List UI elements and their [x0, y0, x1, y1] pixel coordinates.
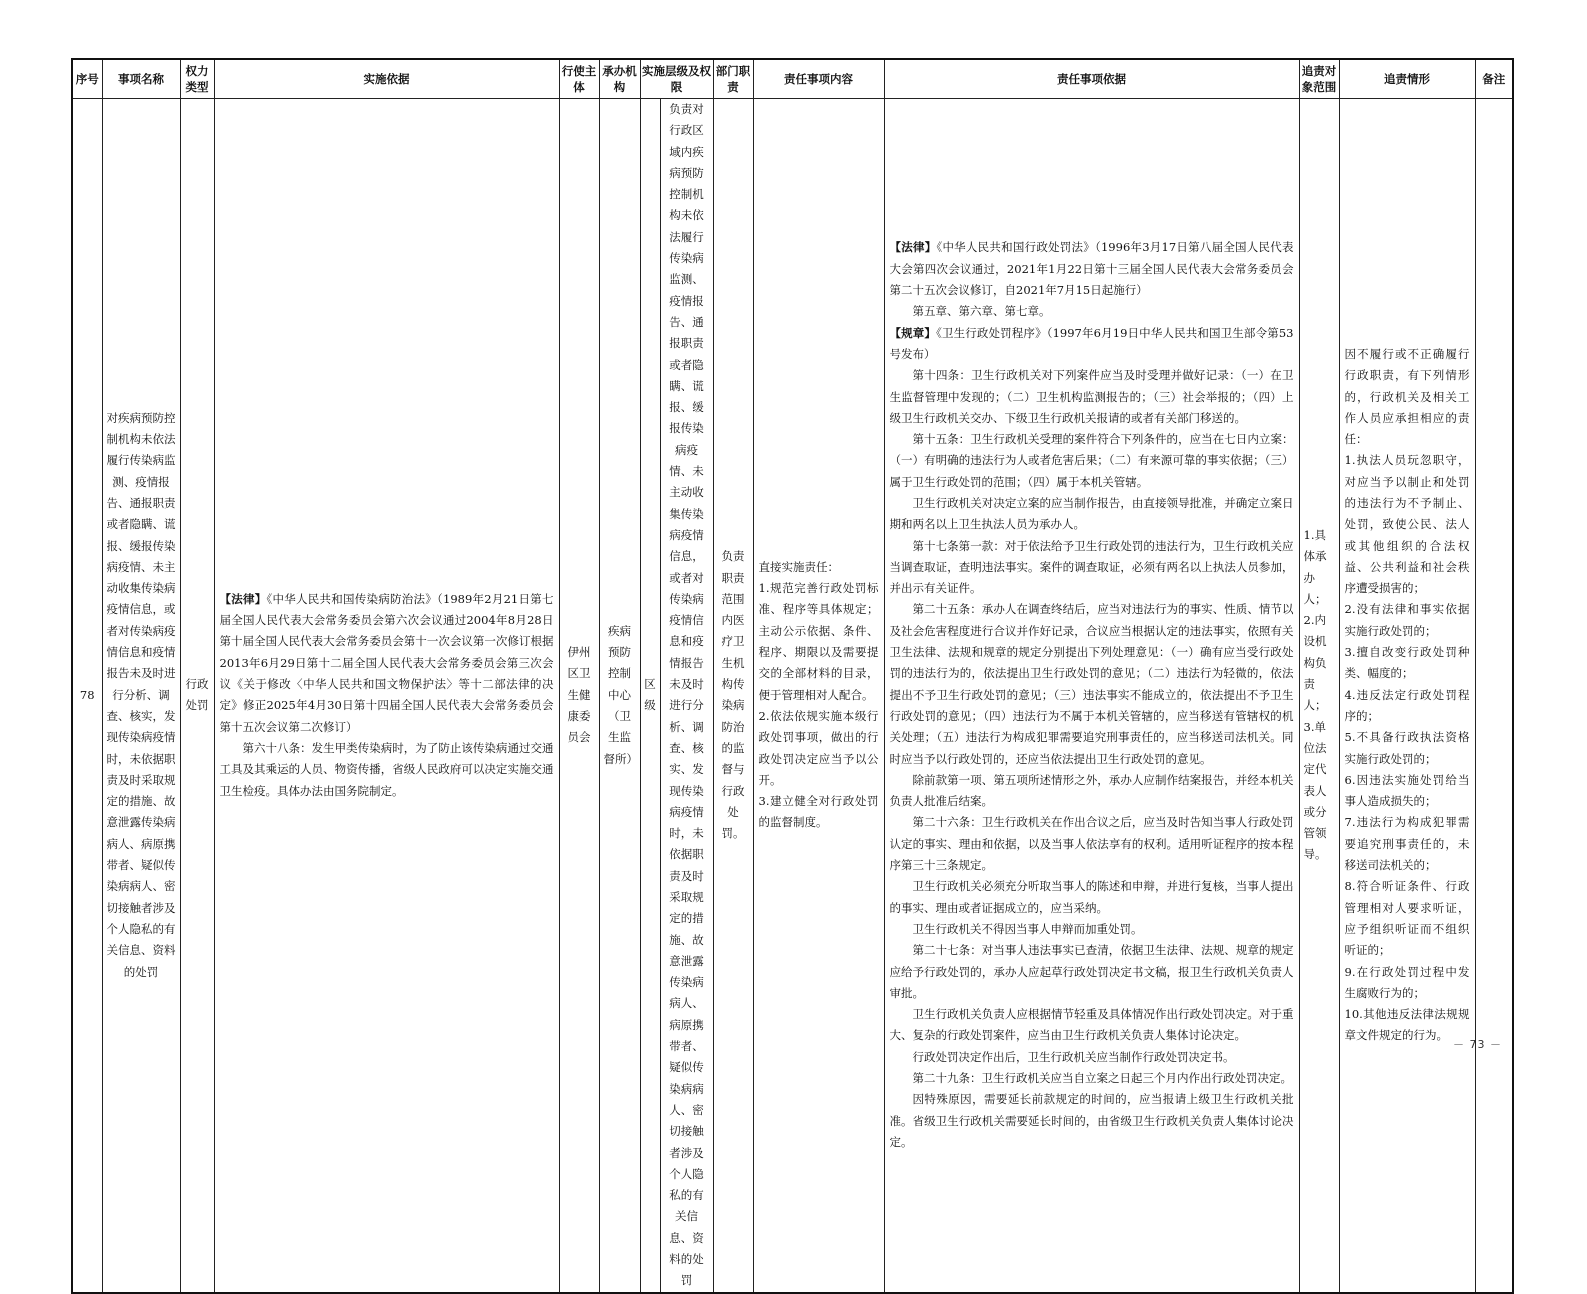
resp-basis-text: 第二十七条：对当事人违法事实已查清，依据卫生法律、法规、规章的规定应给予行政处罚的，承办人应起草行政处罚决定书文稿，报卫生行政机关负责人审批。: [889, 943, 1294, 1000]
basis-law-paragraph: [220, 589, 554, 738]
responsibility-table: [71, 58, 1514, 1294]
cell-resp-content: [753, 99, 884, 1293]
cell-handler: 疾病预防控制中心（卫生监督所）: [599, 99, 640, 1293]
header-dept-duty: 部门职责: [713, 59, 753, 99]
resp-basis-tag: 【法律】: [889, 240, 937, 255]
header-subject: 行使主体: [559, 59, 599, 99]
resp-basis-paragraph: [890, 599, 1294, 769]
header-power-type: 权力类型: [180, 59, 214, 99]
resp-basis-paragraph: [890, 1047, 1294, 1068]
resp-basis-text: 卫生行政机关不得因当事人申辩而加重处罚。: [912, 921, 1143, 936]
header-situations: 追责情形: [1339, 59, 1475, 99]
situation-0: 因不履行或不正确履行行政职责，有下列情形的，行政机关及相关工作人员应承担相应的责任：: [1344, 346, 1470, 447]
resp-basis-text: 第二十五条：承办人在调查终结后，应当对违法行为的事实、性质、情节以及社会危害程度进行合议并作好记录，合议应当根据认定的违法事实，依照有关卫生法律、法规和规章的规定分别提出下列处理意见：（一）确有应当受行政处罚的违法行为的，依法提出卫生行政处罚的意见；（二）违法行为轻微的，依法提出不予卫生行政处罚的意见；（三）违法事实不能成立的，依法提出不予卫生行政处罚的意见；（四）违法行为不属于本机关管辖的，应当移送有管辖权的机关处理；（五）违法行为构成犯罪需要追究刑事责任的，应当移送司法机关。同时应当予以行政处罚的，还应当依法提出卫生行政处罚的意见。: [889, 602, 1294, 766]
cell-note: [1475, 99, 1513, 1293]
situation-9: 9.在行政处罚过程中发生腐败行为的；: [1344, 964, 1470, 1000]
resp-basis-text: 卫生行政机关必须充分听取当事人的陈述和申辩，并进行复核，当事人提出的事实、理由或者证据成立的，应当采纳。: [889, 879, 1294, 915]
resp-basis-paragraph: [890, 365, 1294, 429]
basis-article-text: 第六十八条：发生甲类传染病时，为了防止该传染病通过交通工具及其乘运的人员、物资传播，省级人民政府可以决定实施交通卫生检疫。具体办法由国务院制定。: [219, 740, 554, 798]
resp-basis-text: 第十五条：卫生行政机关受理的案件符合下列条件的，应当在七日内立案：（一）有明确的违法行为人或者危害后果；（二）有来源可靠的事实依据；（三）属于卫生行政处罚的范围；（四）属于本机关管辖。: [889, 432, 1294, 489]
cell-resp-basis: [884, 99, 1299, 1293]
cell-level-scope: 负责对行政区域内疾病预防控制机构未依法履行传染病监测、疫情报告、通报职责或者隐瞒、谎报、缓报传染病疫情、未主动收集传染病疫情信息，或者对传染病疫情信息和疫情报告未及时进行分析、调查、核实、发现传染病疫情时，未依据职责及时采取规定的措施、故意泄露传染病病人、病原携带者、疑似传染病病人、密切接触者涉及个人隐私的有关信息、资料的处罚: [660, 99, 713, 1293]
resp-basis-paragraph: [890, 770, 1294, 813]
situation-3: 3.擅自改变行政处罚种类、幅度的；: [1344, 645, 1470, 681]
resp-basis-text: 除前款第一项、第五项所述情形之外，承办人应制作结案报告，并经本机关负责人批准后结案。: [889, 772, 1294, 809]
cell-name: 对疾病预防控制机构未依法履行传染病监测、疫情报告、通报职责或者隐瞒、谎报、缓报传染病疫情、未主动收集传染病疫情信息，或者对传染病疫情信息和疫情报告未及时进行分析、调查、核实，发现传染病疫情时，未依据职责及时采取规定的措施、故意泄露传染病病人、病原携带者、疑似传染病病人、密切接触者涉及个人隐私的有关信息、资料的处罚: [102, 99, 180, 1293]
basis-law-text: 《中华人民共和国传染病防治法》（1989年2月21日第七届全国人民代表大会常务委员会第六次会议通过2004年8月28日第十届全国人民代表大会常务委员会第十一次会议第一次修订根据2013年6月29日第十二届全国人民代表大会常务委员会第三次会议《关于修改〈中华人民共和国文物保护法〉等十二部法律的决定》修正2025年4月30日第十四届全国人民代表大会常务委员会第十五次会议第二次修订）: [219, 591, 554, 734]
cell-dept-duty: 负责职责范围内医疗卫生机构传染病防治的监督与行政处罚。: [713, 99, 753, 1293]
header-row: [72, 59, 1513, 99]
resp-basis-paragraph: [890, 493, 1294, 536]
resp-basis-paragraph: [890, 237, 1294, 301]
resp-basis-text: 卫生行政机关对决定立案的应当制作报告，由直接领导批准，并确定立案日期和两名以上卫生执法人员为承办人。: [889, 495, 1294, 532]
cell-seq: 78: [72, 99, 102, 1293]
header-name: 事项名称: [102, 59, 180, 99]
resp-basis-text: 第十四条：卫生行政机关对下列案件应当及时受理并做好记录：（一）在卫生监督管理中发现的；（二）卫生机构监测报告的；（三）社会举报的；（四）上级卫生行政机关交办、下级卫生行政机关报请的或者有关部门移送的。: [889, 368, 1294, 425]
resp-basis-paragraph: [890, 876, 1294, 919]
cell-power-type: 行政处罚: [180, 99, 214, 1293]
situation-8: 8.符合听证条件、行政管理相对人要求听证，应予组织听证而不组织听证的；: [1344, 879, 1470, 958]
cell-situations: [1339, 99, 1475, 1293]
header-level: 实施层级及权限: [640, 59, 713, 99]
resp-basis-paragraph: [890, 301, 1294, 322]
resp-basis-text: 《中华人民共和国行政处罚法》（1996年3月17日第八届全国人民代表大会第四次会议通过，2021年1月22日第十三届全国人民代表大会常务委员会第二十五次会议修订，自2021年7月15日起施行）: [889, 240, 1294, 298]
situation-7: 7.违法行为构成犯罪需要追究刑事责任的，未移送司法机关的；: [1344, 815, 1470, 873]
resp-basis-text: 第五章、第六章、第七章。: [912, 304, 1051, 319]
resp-basis-text: 行政处罚决定作出后，卫生行政机关应当制作行政处罚决定书。: [912, 1049, 1235, 1064]
situation-2: 2.没有法律和事实依据实施行政处罚的；: [1344, 602, 1470, 638]
header-scope: 追责对象范围: [1299, 59, 1339, 99]
situation-6: 6.因违法实施处罚给当事人造成损失的；: [1344, 772, 1470, 809]
resp-basis-text: 第二十六条：卫生行政机关在作出合议之后，应当及时告知当事人行政处罚认定的事实、理由和依据，以及当事人依法享有的权利。适用听证程序的按本程序第三十三条规定。: [889, 815, 1294, 873]
header-note: 备注: [1475, 59, 1513, 99]
situation-5: 5.不具备行政执法资格实施行政处罚的；: [1344, 730, 1470, 766]
resp-content-1: 1.规范完善行政处罚标准、程序等具体规定；主动公示依据、条件、程序、期限以及需要提交的全部材料的目录，便于管理相对人配合。: [758, 581, 879, 702]
resp-content-0: 直接实施责任：: [758, 559, 839, 574]
header-basis: 实施依据: [214, 59, 559, 99]
resp-basis-text: 第二十九条：卫生行政机关应当自立案之日起三个月内作出行政处罚决定。: [912, 1071, 1292, 1085]
header-resp-content: 责任事项内容: [753, 59, 884, 99]
table-row: [72, 99, 1513, 1293]
resp-basis-paragraph: [890, 536, 1294, 600]
resp-basis-text: 因特殊原因，需要延长前款规定的时间的，应当报请上级卫生行政机关批准。省级卫生行政机关需要延长时间的，由省级卫生行政机关负责人集体讨论决定。: [889, 1092, 1294, 1149]
page-number: － 73 －: [1453, 1038, 1502, 1051]
resp-basis-text: 卫生行政机关负责人应根据情节轻重及具体情况作出行政处罚决定。对于重大、复杂的行政处罚案件，应当由卫生行政机关负责人集体讨论决定。: [889, 1007, 1294, 1043]
cell-level: 区级: [640, 99, 660, 1293]
resp-basis-tag: 【规章】: [889, 325, 937, 340]
cell-scope: 1.具体承办人；2.内设机构负责人；3.单位法定代表人或分管领导。: [1299, 99, 1339, 1293]
cell-basis: [214, 99, 559, 1293]
resp-basis-paragraph: [890, 1089, 1294, 1153]
cell-subject: 伊州区卫生健康委员会: [559, 99, 599, 1293]
resp-basis-paragraph: [890, 1068, 1294, 1089]
resp-basis-paragraph: [890, 1004, 1294, 1047]
resp-basis-paragraph: [890, 429, 1294, 493]
situation-1: 1.执法人员玩忽职守，对应当予以制止和处罚的违法行为不予制止、处罚，致使公民、法人或其他组织的合法权益、公共利益和社会秩序遭受损害的；: [1344, 453, 1470, 596]
basis-law-tag: 【法律】: [219, 591, 267, 606]
resp-basis-paragraph: [890, 919, 1294, 940]
resp-basis-text: 《卫生行政处罚程序》（1997年6月19日中华人民共和国卫生部令第53号发布）: [889, 325, 1294, 361]
resp-content-2: 2.依法依规实施本级行政处罚事项，做出的行政处罚决定应当予以公开。: [758, 708, 879, 787]
table-header: [72, 59, 1513, 99]
resp-basis-paragraph: [890, 323, 1294, 366]
header-handler: 承办机构: [599, 59, 640, 99]
header-resp-basis: 责任事项依据: [884, 59, 1299, 99]
resp-basis-text: 第十七条第一款：对于依法给予卫生行政处罚的违法行为，卫生行政机关应当调查取证，查明违法事实。案件的调查取证，必须有两名以上执法人员参加，并出示有关证件。: [889, 538, 1294, 596]
situation-10: 10.其他违反法律法规规章文件规定的行为。: [1344, 1007, 1470, 1043]
resp-basis-paragraph: [890, 940, 1294, 1004]
resp-basis-paragraph: [890, 812, 1294, 876]
resp-content-3: 3.建立健全对行政处罚的监督制度。: [758, 794, 879, 830]
header-seq: 序号: [72, 59, 102, 99]
situation-4: 4.违反法定行政处罚程序的；: [1344, 687, 1470, 723]
